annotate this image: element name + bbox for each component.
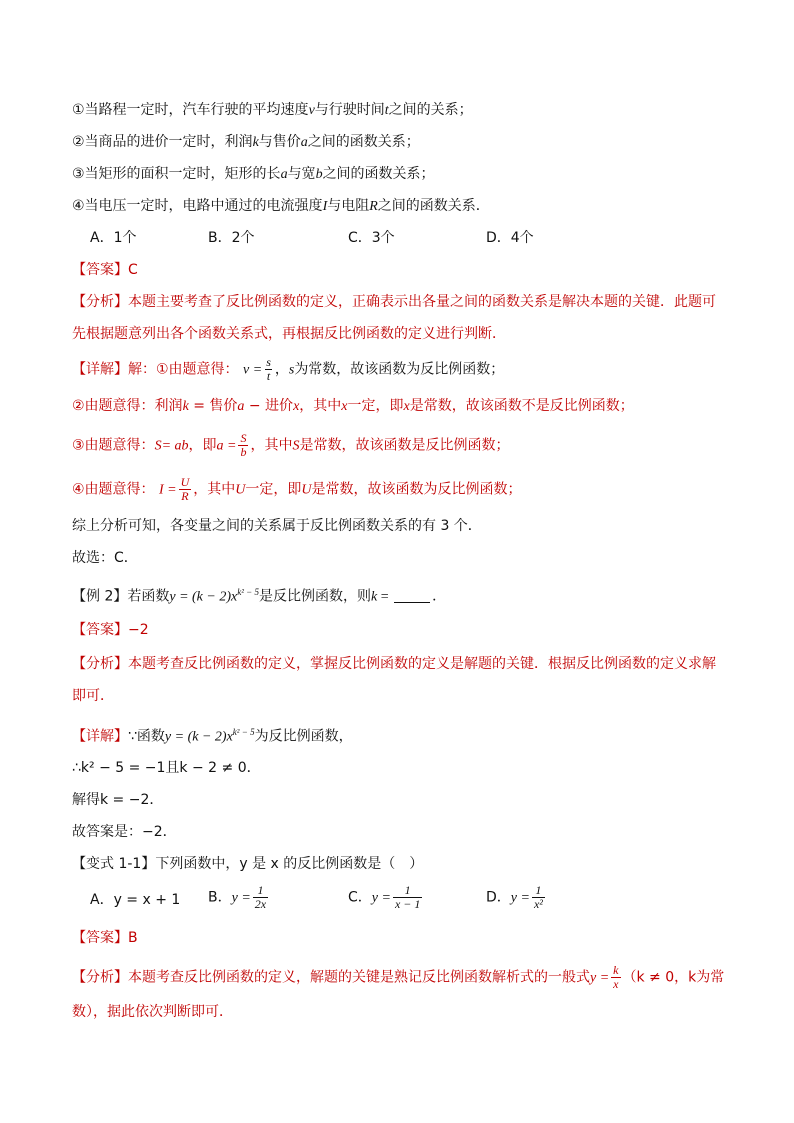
q2-detail: 【详解】∵函数$y = (k - 2)x^{k^2 - 5}$为反比例函数， [72, 727, 353, 745]
q3-answer: 【答案】B [72, 930, 138, 946]
condition-2: ②当商品的进价一定时，利润k与售价a之间的函数关系； [72, 134, 420, 150]
q1-answer: 【答案】C [72, 262, 138, 278]
q2-answer: 【答案】−2 [72, 622, 149, 638]
fraction-S-over-b: $\frac{S}{b}$ [240, 431, 247, 459]
q3-option-c: C．y = $\frac{1}{x - 1}$ [348, 883, 421, 911]
q2-analysis-line-1: 【分析】本题考查反比例函数的定义，掌握反比例函数的定义是解题的关键．根据反比例函数的定义求解 [72, 656, 716, 672]
fraction-s-over-t: $\frac{s}{t}$ [266, 355, 271, 383]
fraction-U-over-R: $\frac{U}{R}$ [180, 475, 190, 503]
q2-final: 故答案是：−2． [72, 824, 177, 840]
q1-option-d: D．4个 [486, 230, 534, 246]
q3-option-b: B．y = $\frac{1}{2x}$ [208, 883, 267, 911]
condition-1: ①当路程一定时，汽车行驶的平均速度v与行驶时间t之间的关系； [72, 102, 473, 118]
q1-analysis-line-2: 先根据题意列出各个函数关系式，再根据反比例函数的定义进行判断． [72, 326, 506, 342]
q3-option-d: D．y = $\frac{1}{\text{x²}}$ [486, 883, 543, 911]
q1-detail-3: ③由题意得：S= ab，即a = $\frac{S}{b}$ ，其中S是常数，故该函数是反比例函数； [72, 431, 510, 459]
q1-summary: 综上分析可知，各变量之间的关系属于反比例函数关系的有 3 个． [72, 518, 482, 534]
condition-4: ④当电压一定时，电路中通过的电流强度I与电阻R之间的函数关系． [72, 198, 490, 214]
q1-choose: 故选：C． [72, 550, 138, 566]
q1-option-c: C．3个 [348, 230, 395, 246]
q1-option-a: A．1个 [90, 230, 137, 246]
q1-analysis-line-1: 【分析】本题主要考查了反比例函数的定义，正确表示出各量之间的函数关系是解决本题的关键．此题可 [72, 294, 716, 310]
q3-analysis-line-2: 数），据此依次判断即可． [72, 1004, 233, 1020]
q1-detail-1: 【详解】解：①由题意得： v = $\frac{s}{t}$ ，s为常数，故该函数为反比例函数； [72, 355, 505, 383]
q2-analysis-line-2: 即可． [72, 688, 114, 704]
variant-1-1-stem: 【变式 1-1】下列函数中，y 是 x 的反比例函数是（ ） [72, 856, 424, 872]
condition-3: ③当矩形的面积一定时，矩形的长a与宽b之间的函数关系； [72, 166, 435, 182]
q1-detail-4: ④由题意得： I = $\frac{U}{R}$ ，其中U一定，即U是常数，故该函数为反比例函数； [72, 475, 522, 503]
q3-option-a: A．y = x + 1 [90, 892, 181, 908]
example-2-stem: 【例 2】若函数$y = (k - 2)x^{k^2 - 5}$是反比例函数，则k = ． [72, 587, 447, 605]
q3-analysis-line-1: 【分析】本题考查反比例函数的定义，解题的关键是熟记反比例函数解析式的一般式y = $\frac{k}{x}$ （k ≠ 0，k为常 [72, 963, 725, 991]
q1-detail-2: ②由题意得：利润k = 售价a − 进价x，其中x一定，即x是常数，故该函数不是反比例函数； [72, 398, 634, 414]
q1-option-b: B．2个 [208, 230, 255, 246]
q2-step-1: ∴k² − 5 = −1且k − 2 ≠ 0． [72, 760, 261, 776]
q2-step-2: 解得k = −2． [72, 792, 164, 808]
answer-blank [394, 602, 430, 603]
